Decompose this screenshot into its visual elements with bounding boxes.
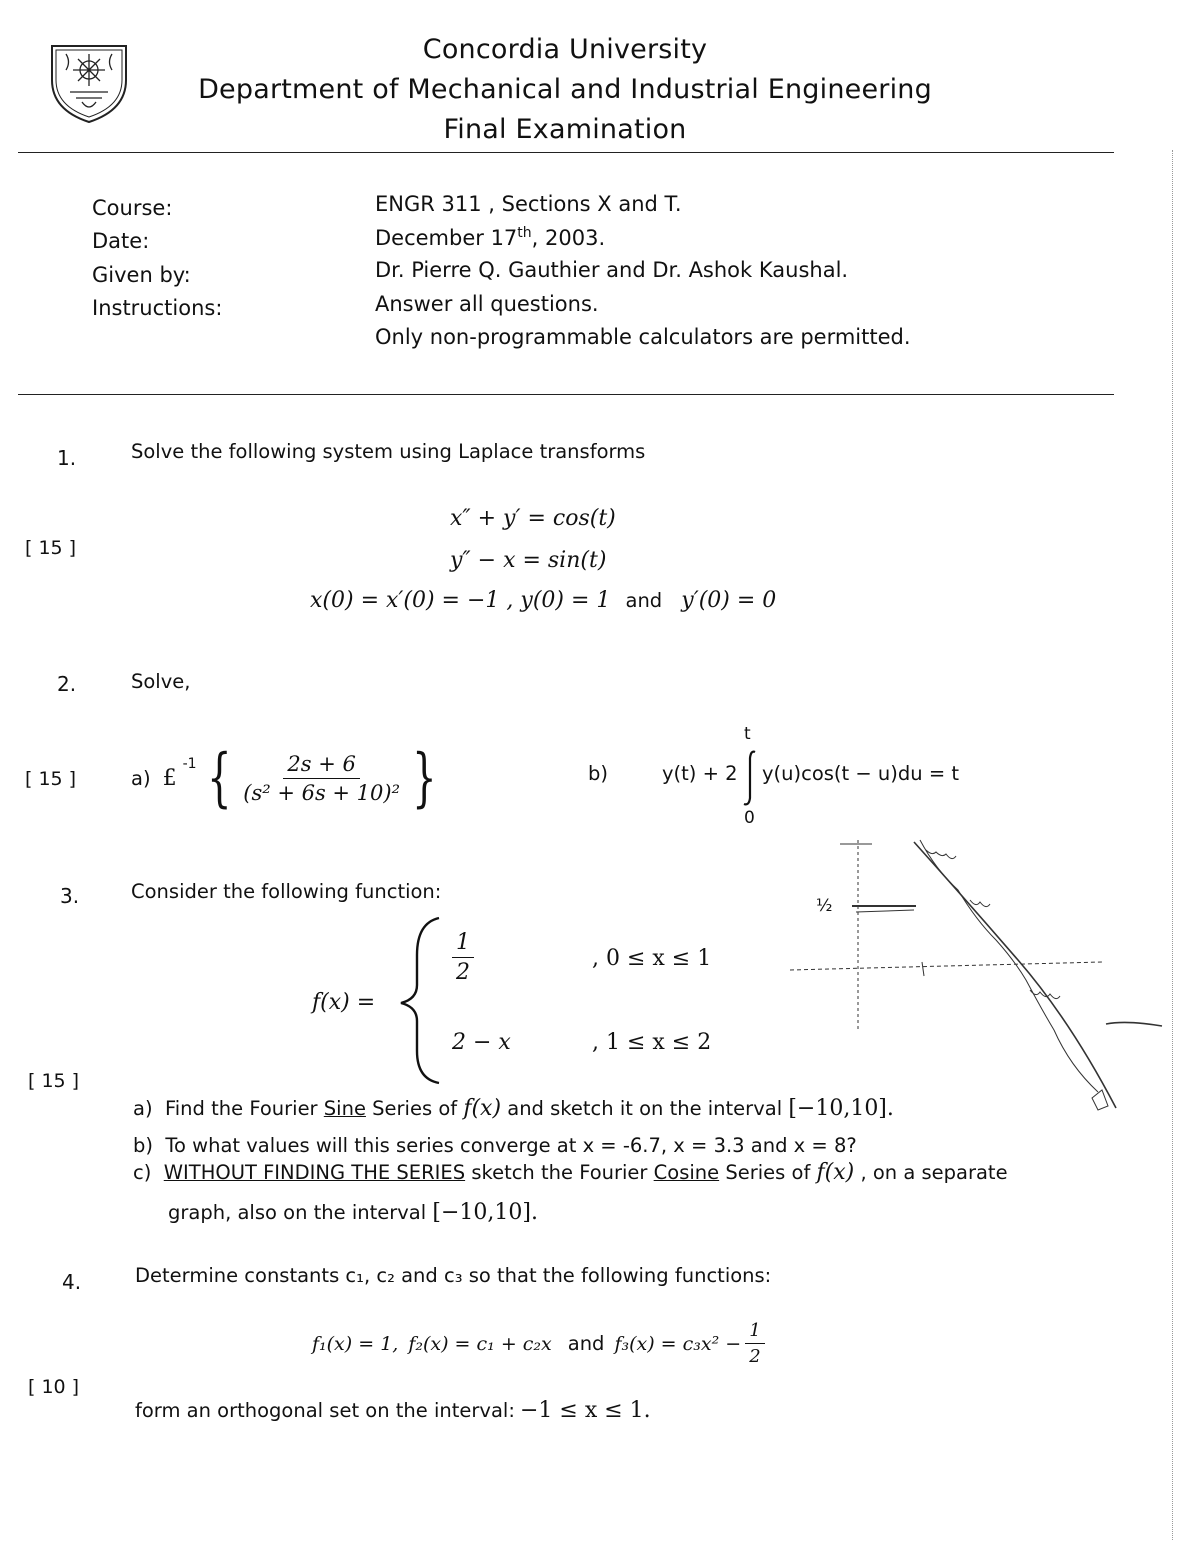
q3-b-text: To what values will this series converge at x = -6.7, x = 3.3 and x = 8?	[165, 1134, 857, 1157]
q2-a-denominator: (s² + 6s + 10)²	[243, 780, 401, 805]
q3-a-interval: [−10,10].	[788, 1096, 894, 1121]
exam-title: Final Examination	[443, 114, 687, 145]
q1-text: Solve the following system using Laplace transforms	[131, 440, 646, 463]
info-rule	[18, 394, 1114, 395]
q1-ic-1: x(0) = x′(0) = −1 , y(0) = 1	[310, 588, 611, 613]
q4-f1: f₁(x) = 1,	[312, 1332, 399, 1355]
q1-equation-2: y″ − x = sin(t)	[450, 548, 607, 573]
q1-number: 1.	[57, 446, 77, 470]
integral-sign-icon	[740, 748, 760, 812]
q2-b-label: b)	[588, 762, 608, 785]
hand-sketch-graph	[786, 830, 1166, 1120]
q3-case-1-den: 2	[456, 960, 470, 985]
q4-f3-num: 1	[745, 1320, 764, 1344]
date-suffix: th	[517, 225, 532, 241]
q1-ic-2: y′(0) = 0	[681, 588, 777, 613]
date-tail: , 2003.	[531, 226, 606, 250]
q1-initial-conditions	[310, 588, 776, 613]
q3-c-label: c)	[133, 1161, 152, 1184]
q1-equation-1: x″ + y′ = cos(t)	[450, 506, 616, 531]
given-by-label: Given by:	[92, 263, 191, 287]
q2-a-left-brace: {	[206, 741, 232, 815]
q3-a-text-2: Series of	[372, 1097, 458, 1120]
q3-a-fx: f(x)	[463, 1096, 502, 1121]
q2-a-label: a)	[131, 766, 151, 790]
q2-b-lhs: y(t) + 2	[662, 762, 738, 785]
q3-case-2-value: 2 − x	[452, 1030, 511, 1055]
q3-fx: f(x) =	[312, 990, 376, 1015]
q3-marks: [ 15 ]	[28, 1070, 80, 1092]
q3-part-b	[133, 1134, 857, 1157]
q4-marks: [ 10 ]	[28, 1376, 80, 1398]
q4-orthogonal-line	[135, 1398, 651, 1423]
q3-a-sine: Sine	[323, 1097, 366, 1120]
q2-text: Solve,	[131, 670, 191, 693]
instructions-line-2: Only non-programmable calculators are permitted.	[375, 325, 911, 349]
q3-a-text-3: and sketch it on the interval	[507, 1097, 783, 1120]
q4-text-2: form an orthogonal set on the interval:	[135, 1399, 515, 1422]
university-name: Concordia University	[422, 34, 708, 65]
q3-a-text-1: Find the Fourier	[164, 1097, 318, 1120]
q1-marks: [ 15 ]	[25, 537, 77, 559]
q2-a-fraction	[239, 752, 404, 805]
sketch-half-label: ½	[816, 896, 833, 916]
q2-part-a	[131, 738, 445, 818]
given-by-value: Dr. Pierre Q. Gauthier and Dr. Ashok Kaushal.	[375, 258, 849, 282]
q2-b-lower-limit: 0	[744, 808, 755, 828]
q3-c-caps: WITHOUT FINDING THE SERIES	[163, 1161, 466, 1184]
q3-piecewise-brace	[395, 915, 445, 1089]
q3-a-label: a)	[133, 1097, 153, 1120]
q4-number: 4.	[62, 1270, 82, 1294]
q3-part-c-cont	[168, 1200, 538, 1225]
scan-margin-line	[1172, 150, 1173, 1540]
q2-a-superscript: -1	[182, 756, 197, 772]
q3-c-text-3: , on a separate	[860, 1161, 1008, 1184]
q2-marks: [ 15 ]	[25, 768, 77, 790]
instructions-label: Instructions:	[92, 296, 223, 320]
q3-part-a	[133, 1096, 894, 1121]
q3-c-fx: f(x)	[816, 1160, 855, 1185]
department-name: Department of Mechanical and Industrial Engineering	[198, 74, 932, 105]
q3-c-text-1: sketch the Fourier	[471, 1161, 648, 1184]
q3-case-1-value	[452, 930, 474, 985]
q4-f3: f₃(x) = c₃x² −	[614, 1332, 742, 1355]
q3-c-interval: [−10,10].	[432, 1200, 538, 1225]
q3-case-1-condition: , 0 ≤ x ≤ 1	[592, 946, 712, 971]
date-main: December 17	[375, 226, 518, 250]
q2-a-numerator: 2s + 6	[283, 752, 359, 779]
q2-a-right-brace: }	[412, 741, 437, 815]
q2-number: 2.	[57, 672, 77, 696]
q4-functions	[312, 1320, 765, 1367]
date-value	[375, 225, 605, 250]
date-label: Date:	[92, 229, 150, 253]
q3-c-cosine: Cosine	[653, 1161, 720, 1184]
q3-part-c	[133, 1160, 1008, 1185]
q4-f2: f₂(x) = c₁ + c₂x	[408, 1332, 552, 1355]
q3-c-text-2: Series of	[725, 1161, 811, 1184]
q4-and: and	[567, 1332, 605, 1355]
header-rule	[18, 152, 1114, 153]
q2-b-upper-limit: t	[744, 724, 751, 744]
q4-f3-den: 2	[749, 1346, 761, 1367]
q4-interval: −1 ≤ x ≤ 1.	[519, 1398, 651, 1423]
q2-b-integrand: y(u)cos(t − u)du = t	[762, 762, 959, 785]
instructions-line-1: Answer all questions.	[375, 292, 599, 316]
q3-c-text-4: graph, also on the interval	[168, 1201, 427, 1224]
q3-text: Consider the following function:	[131, 880, 442, 903]
q2-a-operator: £	[162, 765, 177, 791]
q4-text: Determine constants c₁, c₂ and c₃ so that the following functions:	[135, 1264, 772, 1287]
q3-case-2-condition: , 1 ≤ x ≤ 2	[592, 1030, 712, 1055]
q3-b-label: b)	[133, 1134, 153, 1157]
q3-number: 3.	[60, 884, 80, 908]
course-label: Course:	[92, 196, 173, 220]
course-value: ENGR 311 , Sections X and T.	[375, 192, 682, 216]
q1-ic-and: and	[625, 589, 663, 612]
q4-f3-fraction	[745, 1320, 764, 1367]
q3-case-1-num: 1	[452, 930, 474, 958]
